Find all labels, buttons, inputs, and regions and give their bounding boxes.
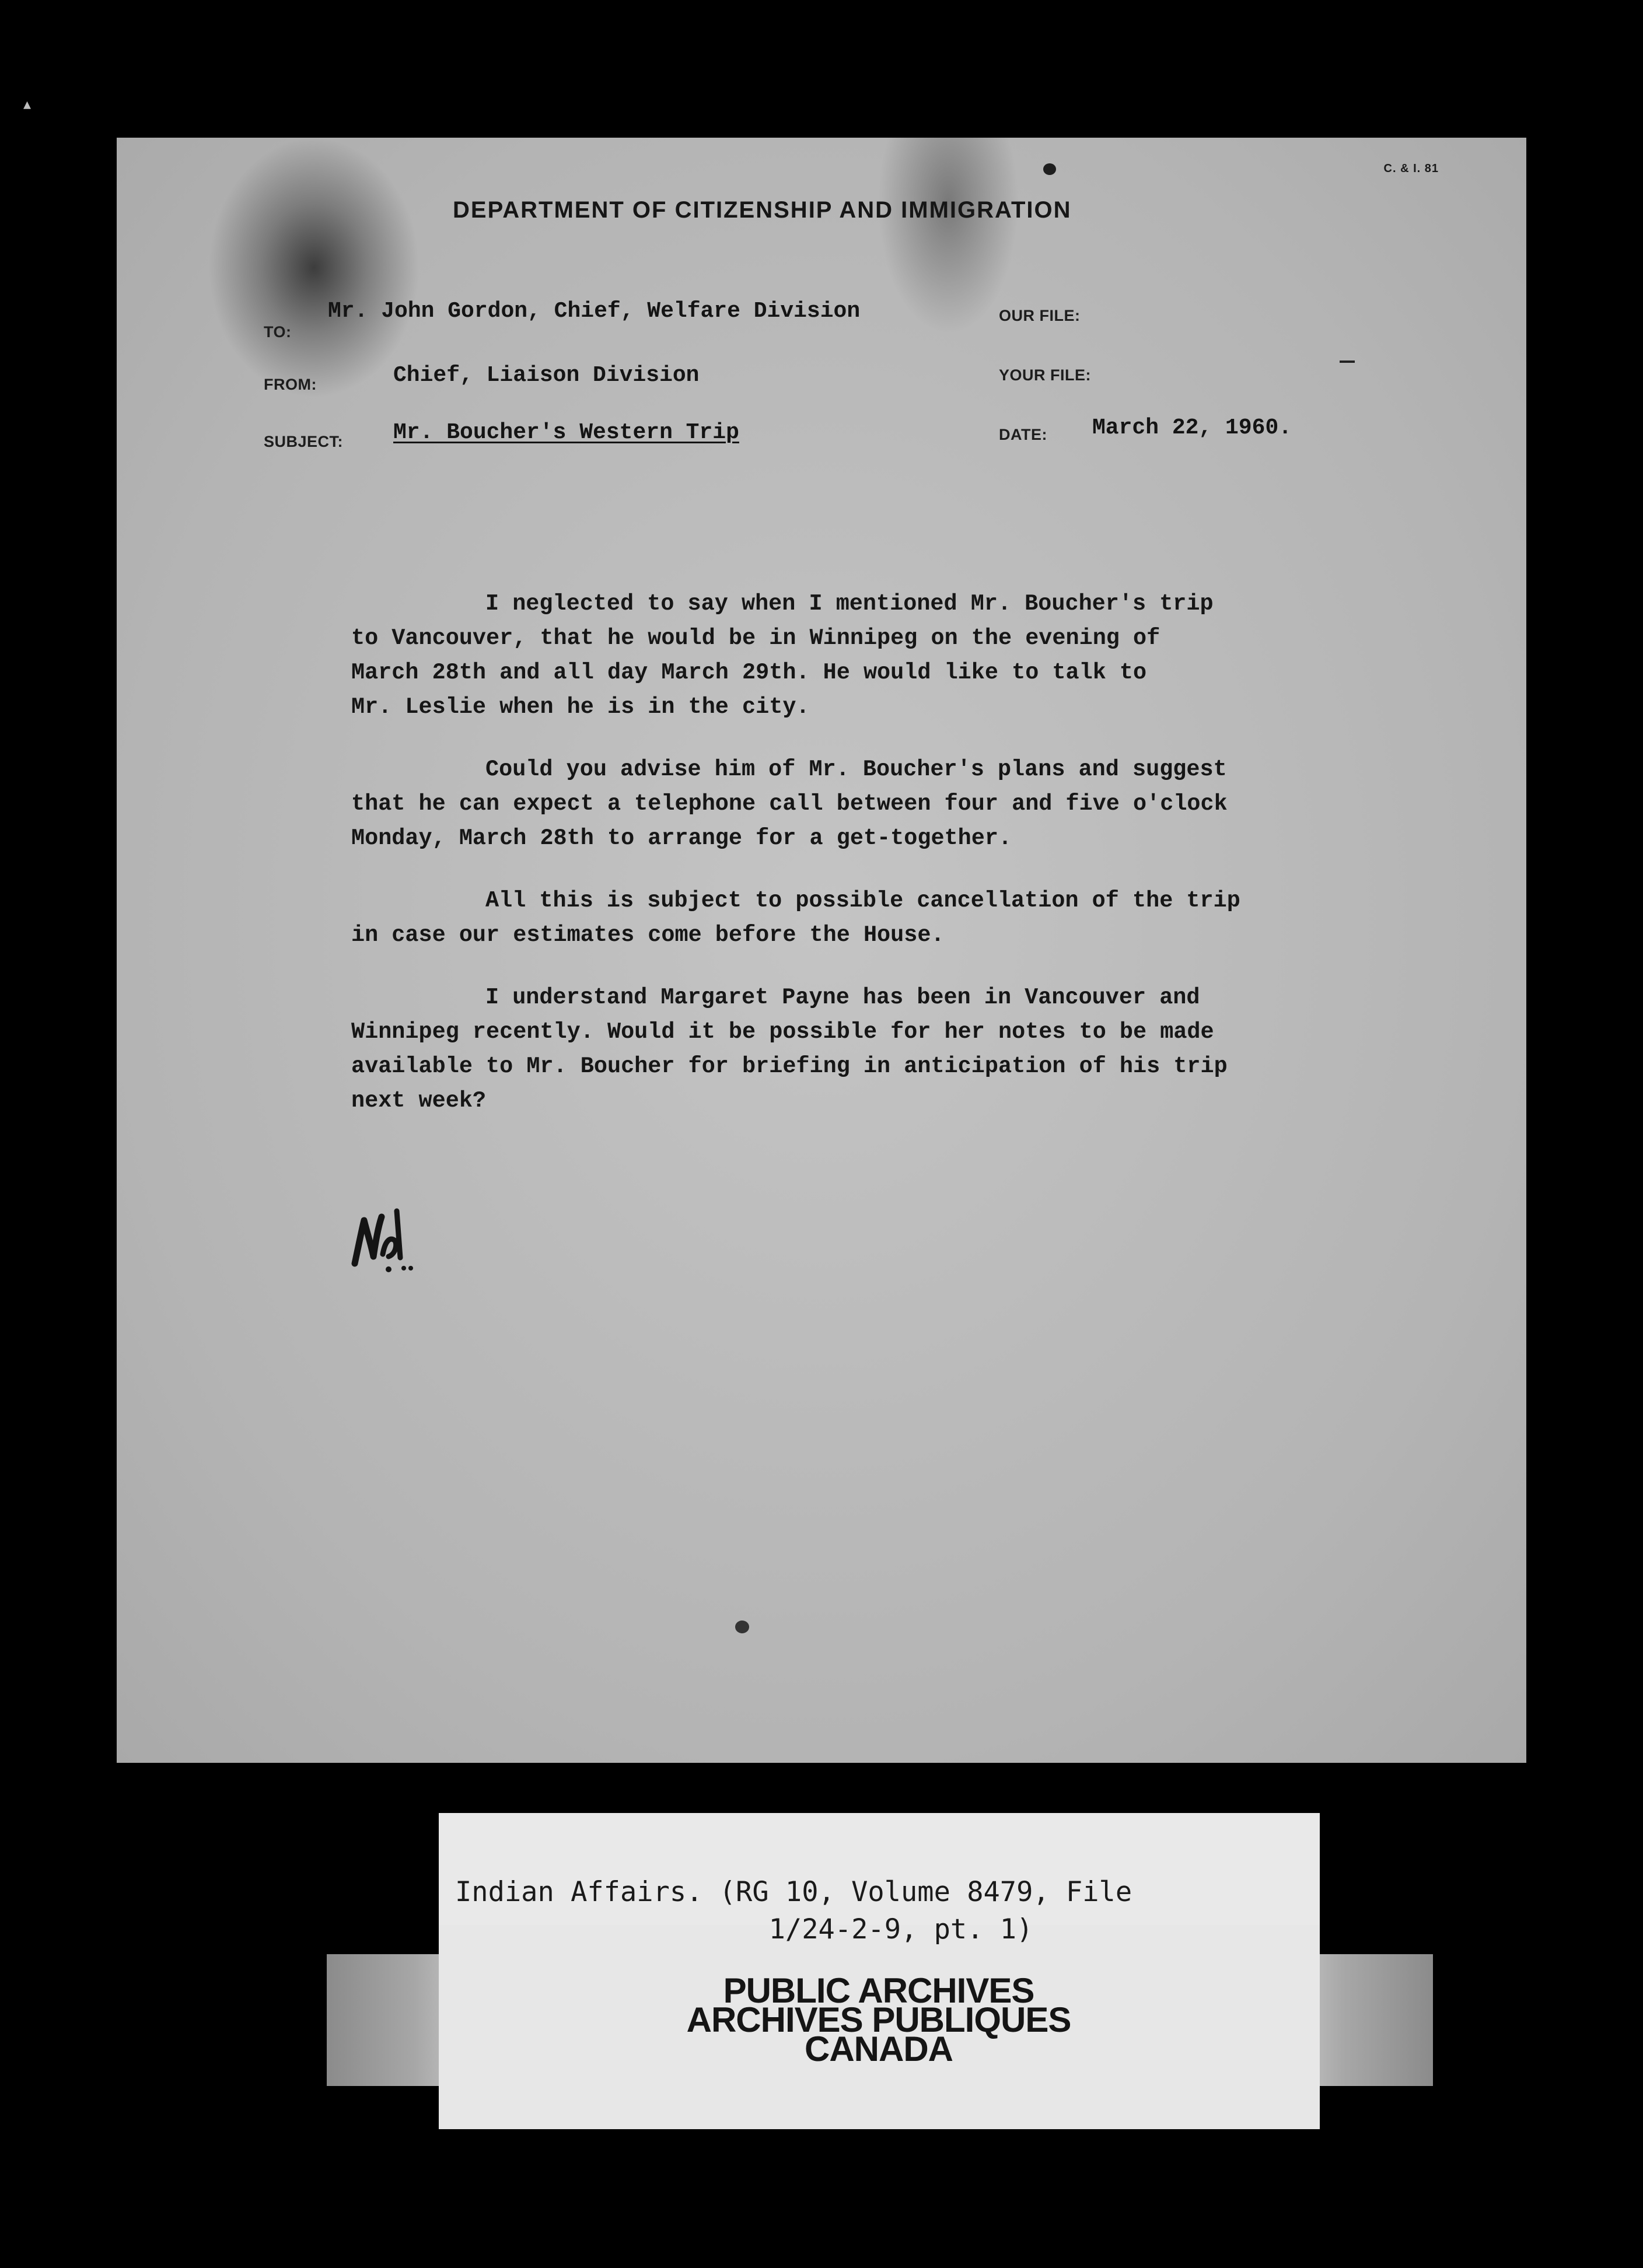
body-paragraph-2: Could you advise him of Mr. Boucher's plans and suggest that he can expect a telephone call between four and five o'clock Monday, March 28th to arrange for a get-together. (351, 757, 1228, 851)
from-value: Chief, Liaison Division (393, 363, 700, 388)
subject-label: SUBJECT: (264, 433, 344, 450)
to-value: Mr. John Gordon, Chief, Welfare Division (328, 299, 861, 324)
subject-value: Mr. Boucher's Western Trip (393, 420, 739, 445)
body-paragraph-3: All this is subject to possible cancellation of the trip in case our estimates come before the House. (351, 888, 1240, 948)
to-label: TO: (264, 323, 292, 341)
date-value: March 22, 1960. (1092, 415, 1292, 440)
our-file-label: OUR FILE: (999, 307, 1081, 324)
memo-sheet (117, 138, 1526, 1763)
memo-body (351, 587, 1436, 1146)
from-label: FROM: (264, 376, 317, 393)
date-label: DATE: (999, 426, 1047, 443)
ink-spot (735, 1620, 749, 1633)
form-code: C. & I. 81 (1383, 162, 1439, 175)
department-heading: DEPARTMENT OF CITIZENSHIP AND IMMIGRATION (453, 197, 1072, 223)
handwritten-initials (350, 1200, 432, 1276)
body-paragraph-4: I understand Margaret Payne has been in Vancouver and Winnipeg recently. Would it be possible for her notes to be made available to Mr. Boucher for briefing in anticipation of his trip next week? (351, 985, 1228, 1114)
file-dash-mark (1340, 360, 1355, 363)
your-file-label: YOUR FILE: (999, 366, 1091, 384)
archive-stamp (686, 1971, 1071, 2068)
archive-reference: Indian Affairs. (RG 10, Volume 8479, File 1/24-2-9, pt. 1) (455, 1876, 1132, 1945)
film-edge-mark: ▴ (23, 96, 32, 113)
body-paragraph-1: I neglected to say when I mentioned Mr. Boucher's trip to Vancouver, that he would be in Winnipeg on the evening of March 28th and all day March 29th. He would like to talk to Mr. Leslie when he is in the city. (351, 591, 1214, 720)
stamp-line-2: ARCHIVES PUBLIQUES (686, 2000, 1071, 2039)
stamp-line-3: CANADA (805, 2029, 953, 2068)
ink-spot (1043, 163, 1056, 175)
stamp-line-1: PUBLIC ARCHIVES (723, 1971, 1034, 2010)
